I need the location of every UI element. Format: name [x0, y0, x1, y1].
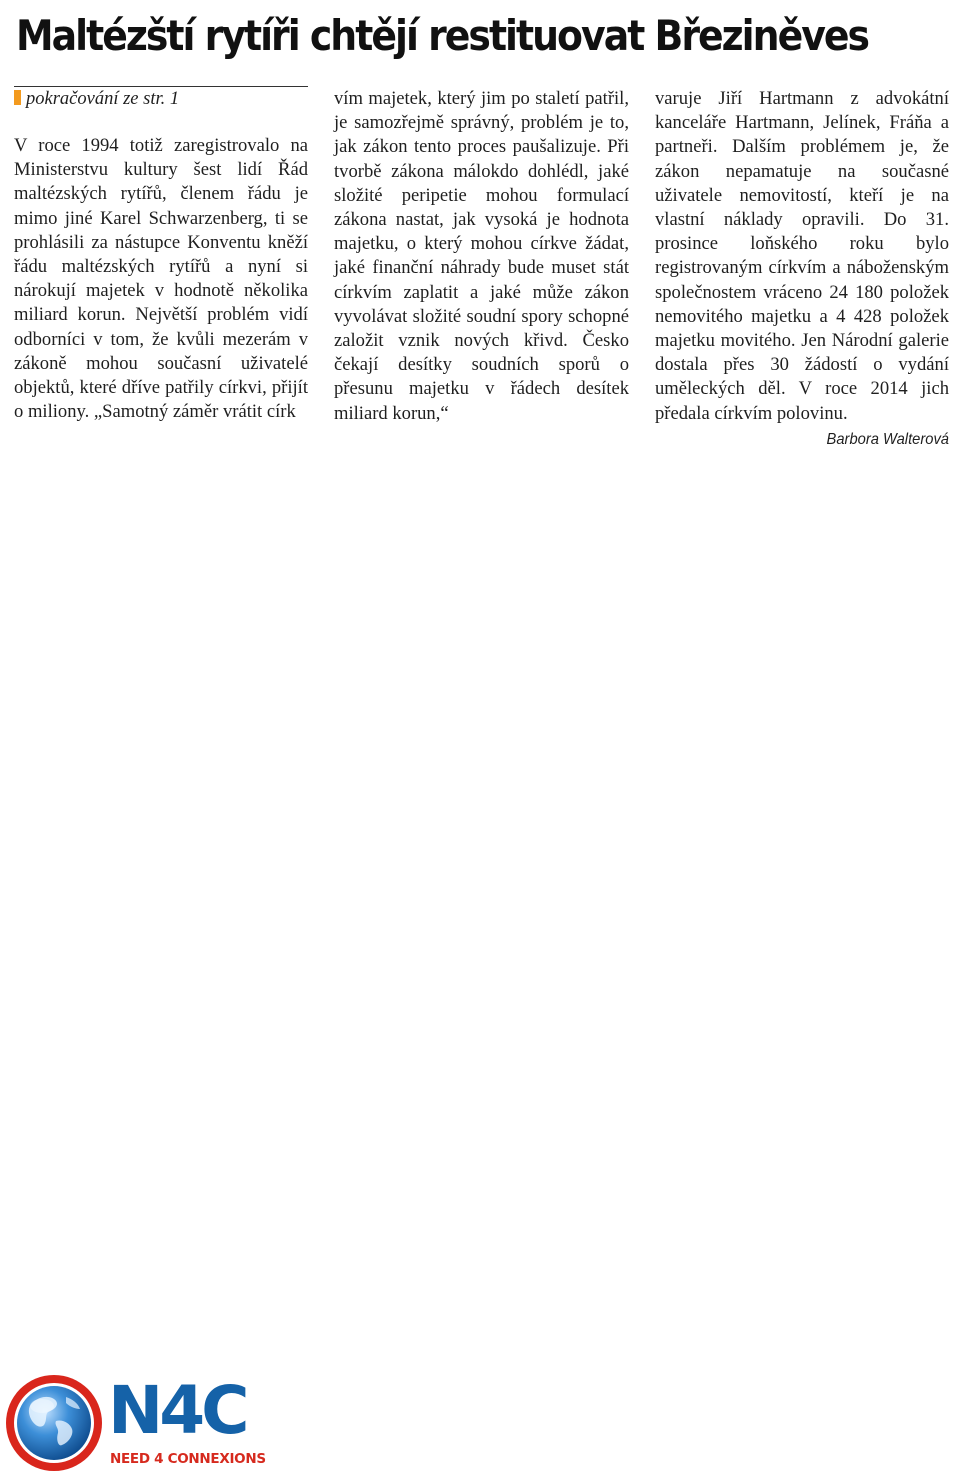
article-column-2: [334, 87, 629, 426]
article-paragraph-2: vím majetek, který jim po staletí patřil, je samozřejmě správný, problém je to, jak zákon tento proces paušalizuje. Při tvorbě zákona málokdo dohlédl, jaké složité peripetie mohou formulací zákona nastat, jak vysoká je hodnota majetku, o který mohou církve žádat, jaké finanční náhrady bude muset stát církvím zaplatit a jaké může zákon vyvolávat složité soudní spory schopné založit vznik nových křivd. Česko čekají desítky soudních sporů o přesunu majetku v řádech desítek miliard korun,“: [334, 88, 629, 424]
author-byline: Barbora Walterová: [826, 430, 949, 448]
article-paragraph-3: varuje Jiří Hartmann z advokátní kanceláře Hartmann, Jelínek, Fráňa a partneři. Dalším problémem je, že zákon nepamatuje na současné uživatele nemovitostí, kteří je na vlastní náklady opravili. Do 31. prosince loňského roku bylo registrovaným církvím a náboženským společnostem vráceno 24 180 položek nemovitého majetku a 4 428 položek majetku movitého. Jen Národní galerie dostala přes 30 žádostí o vydání uměleckých děl. V roce 2014 jich předala církvím polovinu.: [655, 88, 949, 424]
article-headline: Maltézští rytíři chtějí restituovat Březiněves: [16, 11, 869, 60]
article-paragraph-1: V roce 1994 totiž zaregistrovalo na Ministerstvu kultury šest lidí Řád maltézských rytířů, členem řádu je mimo jiné Karel Schwarzenberg, ti se prohlásili za nástupce Konventu kněží řádu maltézských rytířů a nyní si nárokují majetek v hodnotě několika miliard korun. Největší problém vidí odborníci v tom, že kvůli mezerám v zákoně mohou současní uživatelé objektů, které dříve patřily církvi, přijít o miliony. „Samotný záměr vrátit círk: [14, 135, 308, 423]
logo-tagline: NEED 4 CONNEXIONS: [110, 1451, 266, 1467]
article-column-3: [655, 87, 949, 452]
article-column-1: [14, 87, 308, 424]
continued-from-note: [14, 87, 308, 111]
n4c-logo: [4, 1372, 266, 1473]
continued-from-text: pokračování ze str. 1: [26, 89, 180, 109]
logo-wordmark: N4C: [108, 1372, 246, 1449]
continued-marker-icon: [14, 90, 21, 105]
globe-icon: [4, 1373, 104, 1473]
